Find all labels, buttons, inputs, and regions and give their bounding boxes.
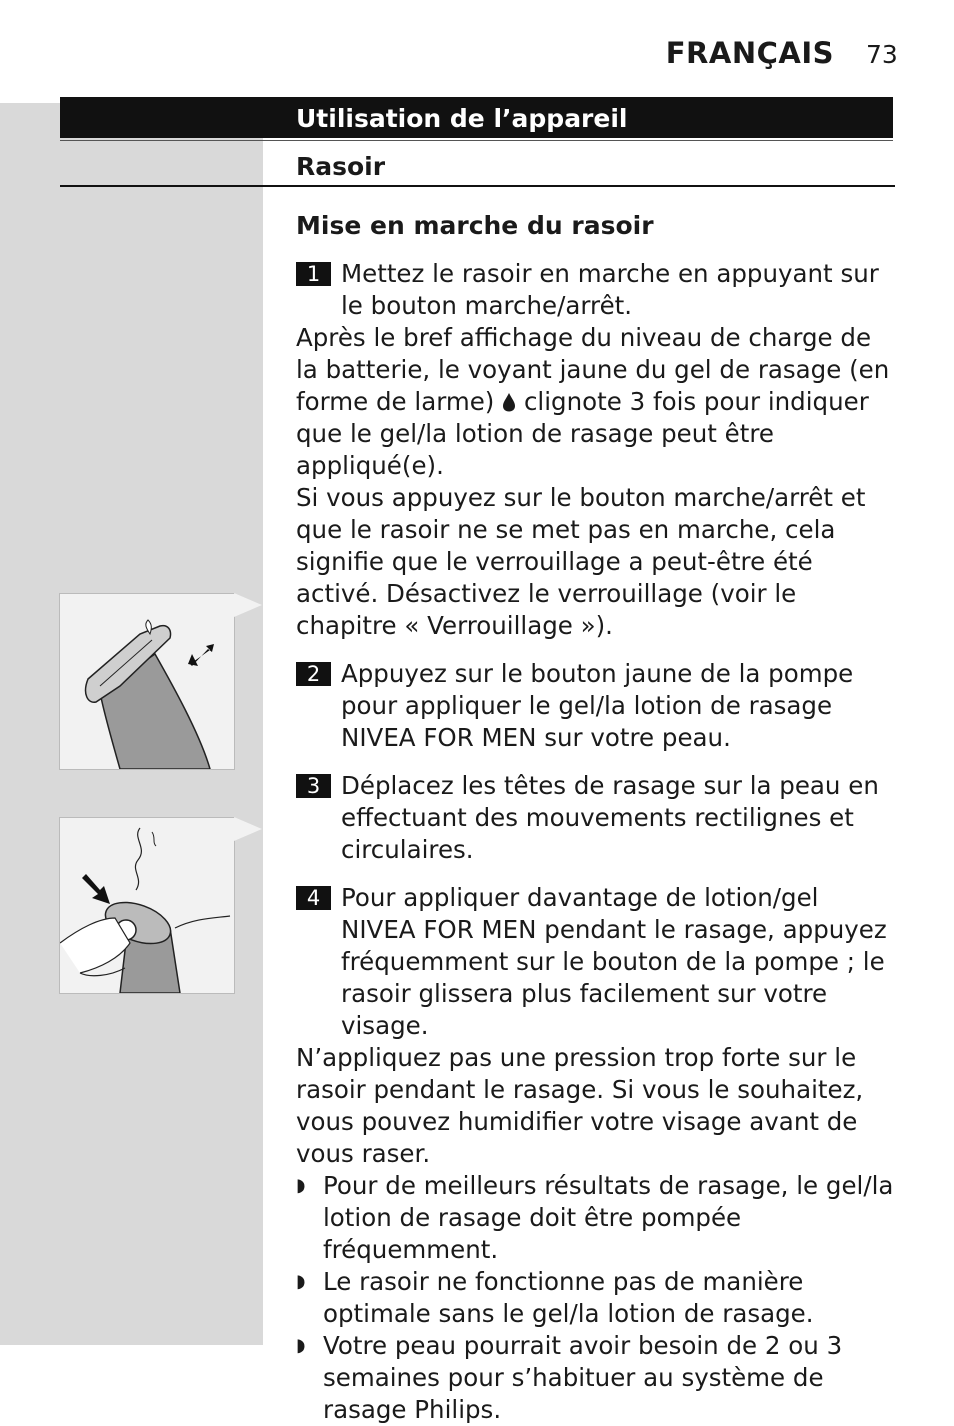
step-number-1: 1 — [296, 262, 331, 286]
section-title: Utilisation de l’appareil — [296, 104, 628, 133]
bullet-icon: ◗ — [296, 1271, 306, 1292]
main-content — [296, 210, 896, 1426]
step-1-note — [296, 322, 896, 482]
tip-text: Le rasoir ne fonctionne pas de manière optimale sans le gel/la lotion de rasage. — [323, 1267, 814, 1328]
tip-bullet — [296, 1170, 896, 1266]
step-number-2: 2 — [296, 662, 331, 686]
step-3 — [296, 770, 896, 866]
language-header: FRANÇAIS — [665, 36, 834, 70]
illustration-pointer — [234, 817, 262, 841]
illustration-hand-pump — [59, 817, 235, 994]
step-2-text: Appuyez sur le bouton jaune de la pompe pour appliquer le gel/la lotion de rasage NIVEA FOR MEN sur votre peau. — [341, 659, 854, 752]
step-number-4: 4 — [296, 886, 331, 910]
tip-text: Votre peau pourrait avoir besoin de 2 ou 3 semaines pour s’habituer au système de rasage Philips. — [323, 1331, 843, 1424]
step-3-text: Déplacez les têtes de rasage sur la peau en effectuant des mouvements rectilignes et circulaires. — [341, 771, 879, 864]
page-number: 73 — [866, 40, 898, 69]
subsection-title: Rasoir — [296, 152, 386, 181]
step-1-note-part-a: Après le bref affichage du niveau de charge de la batterie, le voyant jaune du gel de rasage (en forme de larme) — [296, 323, 890, 416]
step-number-3: 3 — [296, 774, 331, 798]
tip-bullet — [296, 1330, 896, 1426]
step-1 — [296, 258, 896, 322]
step-4-text: Pour appliquer davantage de lotion/gel NIVEA FOR MEN pendant le rasage, appuyez fréquemment sur le bouton de la pompe ; le rasoir glissera plus facilement sur votre visage. — [341, 883, 887, 1040]
illustration-pointer — [234, 593, 262, 617]
illustration-shaver-pump — [59, 593, 235, 770]
step-4-note: N’appliquez pas une pression trop forte sur le rasoir pendant le rasage. Si vous le souhaitez, vous pouvez humidifier votre visage avant de vous raser. — [296, 1043, 864, 1168]
heading-switch-on: Mise en marche du rasoir — [296, 211, 654, 240]
subsection-divider — [60, 185, 895, 187]
bullet-icon: ◗ — [296, 1335, 306, 1356]
droplet-icon — [502, 387, 516, 416]
step-4 — [296, 882, 896, 1042]
step-1-lock-note: Si vous appuyez sur le bouton marche/arrêt et que le rasoir ne se met pas en marche, cela signifie que le verrouillage a peut-être été activé. Désactivez le verrouillage (voir le chapitre « Verrouillage »). — [296, 483, 866, 640]
tip-text: Pour de meilleurs résultats de rasage, le gel/la lotion de rasage doit être pompée fréquemment. — [323, 1171, 894, 1264]
step-1-text: Mettez le rasoir en marche en appuyant sur le bouton marche/arrêt. — [341, 259, 879, 320]
bullet-icon: ◗ — [296, 1175, 306, 1196]
step-1-note-part-b: clignote 3 fois pour indiquer que le gel/la lotion de rasage peut être appliqué(e). — [296, 387, 869, 480]
tip-bullet — [296, 1266, 896, 1330]
step-2 — [296, 658, 896, 754]
section-divider — [60, 140, 893, 141]
